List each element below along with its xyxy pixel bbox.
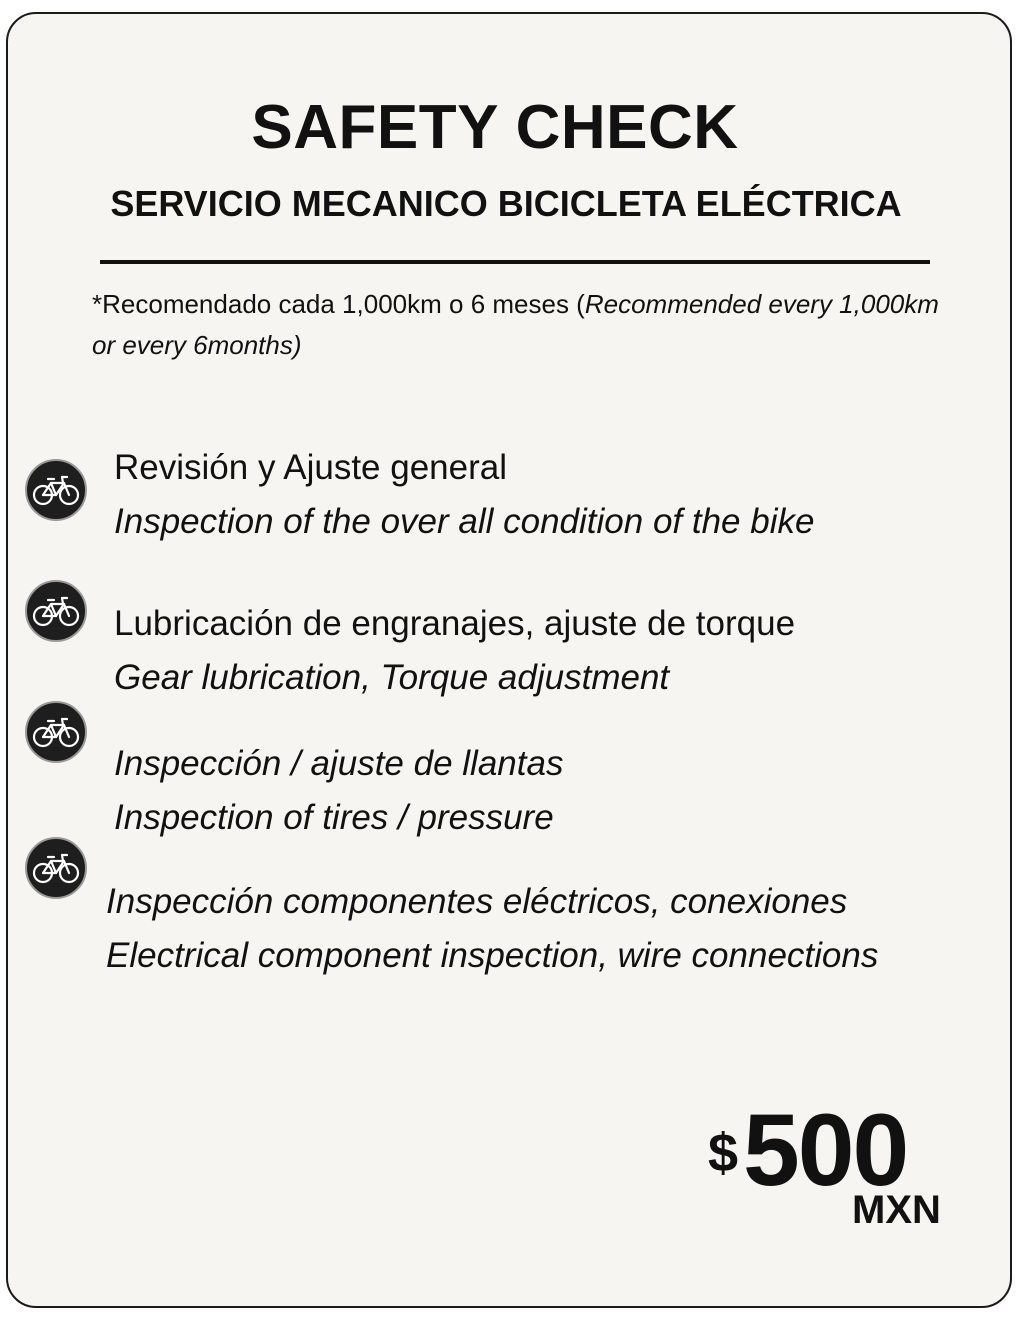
price-symbol: $ xyxy=(708,1123,739,1183)
divider xyxy=(100,260,930,264)
bicycle-icon xyxy=(25,837,87,899)
recommendation-note xyxy=(92,284,942,366)
service-4-en: Electrical component inspection, wire connections xyxy=(106,936,879,975)
page-subtitle: SERVICIO MECANICO BICICLETA ELÉCTRICA xyxy=(110,183,902,224)
service-3-es: Inspección / ajuste de llantas xyxy=(114,744,564,783)
note-en: Recommended every 1,000km or every 6months) xyxy=(92,289,939,360)
service-4-es: Inspección componentes eléctricos, conexiones xyxy=(106,882,848,921)
service-1-en: Inspection of the over all condition of the bike xyxy=(114,502,815,541)
price-amount: 500 xyxy=(743,1093,908,1207)
service-2-en: Gear lubrication, Torque adjustment xyxy=(114,658,670,697)
bicycle-icon xyxy=(25,459,87,521)
price-currency: MXN xyxy=(852,1188,941,1232)
note-es: *Recomendado cada 1,000km o 6 meses ( xyxy=(92,289,585,319)
service-3-en: Inspection of tires / pressure xyxy=(114,798,554,837)
page-title: SAFETY CHECK xyxy=(251,93,739,162)
bicycle-icon xyxy=(25,580,87,642)
bicycle-icon xyxy=(25,701,87,763)
service-1-es: Revisión y Ajuste general xyxy=(114,448,507,487)
service-2-es: Lubricación de engranajes, ajuste de torque xyxy=(114,604,796,643)
